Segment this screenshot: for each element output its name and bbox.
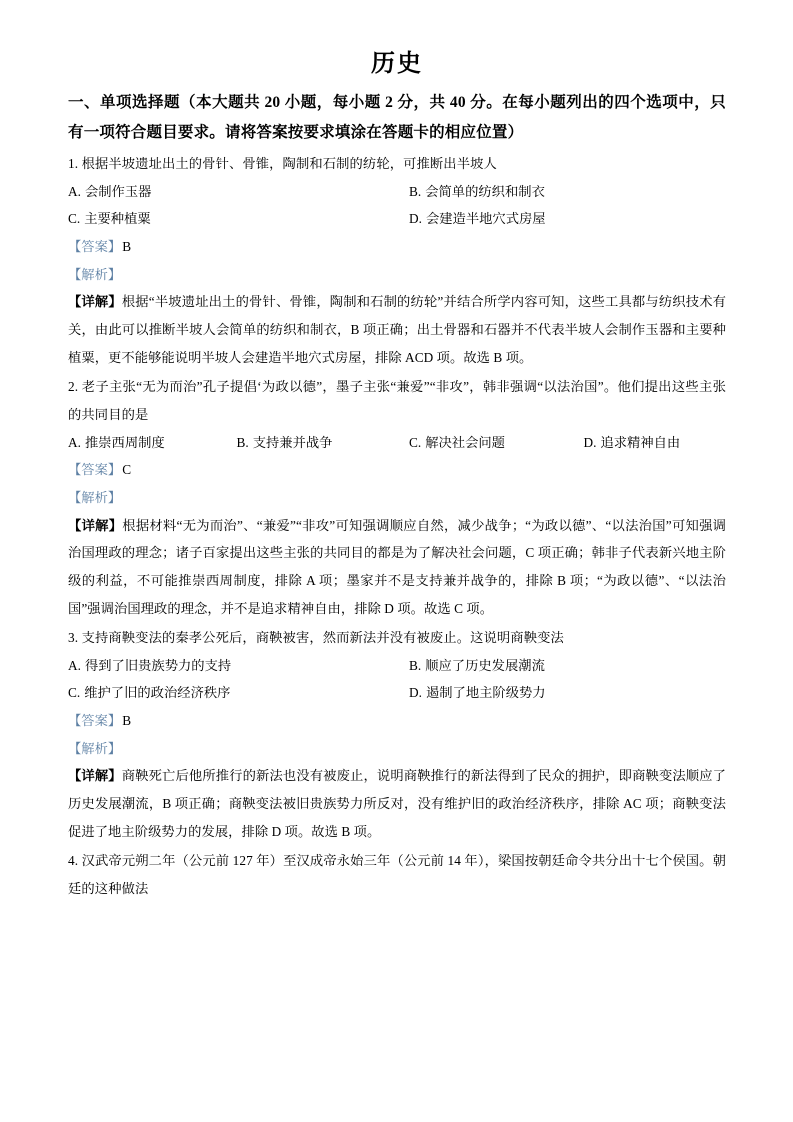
analysis-line [68, 735, 726, 763]
question-stem: 3. 支持商鞅变法的秦孝公死后，商鞅被害，然而新法并没有被废止。这说明商鞅变法 [68, 630, 564, 646]
option-letter: D. [583, 434, 597, 450]
question-stem: 1. 根据半坡遗址出土的骨针、骨锥，陶制和石制的纺轮，可推断出半坡人 [68, 156, 497, 171]
option-letter: C. [68, 685, 81, 701]
analysis-label: 【解析】 [68, 489, 122, 505]
option-row [68, 178, 726, 206]
option-a[interactable] [68, 652, 397, 680]
answer-label: 【答案】 [68, 238, 122, 254]
option-b[interactable] [397, 652, 726, 680]
answer-line [68, 233, 726, 261]
option-letter: A. [68, 434, 81, 450]
question-stem: 4. 汉武帝元朔二年（公元前 127 年）至汉成帝永始三年（公元前 14 年），梁国按朝廷命令共分出十七个侯国。朝廷的这种做法 [68, 853, 726, 897]
option-text: 推崇西周制度 [84, 434, 165, 450]
analysis-line [68, 484, 726, 512]
answer-value: B [122, 238, 132, 254]
option-b[interactable] [233, 429, 398, 457]
option-letter: A. [68, 657, 81, 673]
question-block [68, 148, 726, 371]
option-letter: C. [68, 211, 81, 227]
analysis-label: 【解析】 [68, 740, 122, 756]
question-block [68, 845, 726, 902]
option-text: 追求精神自由 [600, 434, 681, 450]
detail-label: 【详解】 [68, 768, 122, 784]
option-text: 遏制了地主阶级势力 [425, 685, 546, 701]
detail-text: 商鞅死亡后他所推行的新法也没有被废止，说明商鞅推行的新法得到了民众的拥护，即商鞅变法顺应了历史发展潮流，B 项正确；商鞅变法被旧贵族势力所反对，没有维护旧的政治经济秩序，排除 AC 项；商鞅变法促进了地主阶级势力的发展，排除 D 项。故选 B 项。 [68, 768, 727, 839]
option-c[interactable] [68, 205, 397, 233]
analysis-line [68, 261, 726, 289]
answer-value: B [122, 713, 132, 729]
option-a[interactable] [68, 429, 233, 457]
explanation-paragraph [68, 512, 726, 623]
detail-text: 根据材料“无为而治”、“兼爱”“非攻”可知强调顺应自然，减少战争；“为政以德”、“以法治国”可知强调治国理政的理念；诸子百家提出这些主张的共同目的都是为了解决社会问题，C 项正确；韩非子代表新兴地主阶级的利益，不可能推崇西周制度，排除 A 项；墨家并不是支持兼并战争的，排除 B 项；“为政以德”、“以法治国”强调治国理政的理念，并不是追求精神自由，排除 D 项。故选 C 项。 [68, 517, 726, 616]
section-heading: 一、单项选择题（本大题共 20 小题，每小题 2 分，共 40 分。在每小题列出的四个选项中，只有一项符合题目要求。请将答案按要求填涂在答题卡的相应位置） [68, 94, 726, 142]
option-letter: B. [409, 657, 422, 673]
explanation-paragraph [68, 762, 726, 845]
analysis-label: 【解析】 [68, 266, 122, 282]
option-d[interactable] [397, 205, 726, 233]
option-text: 会简单的纺织和制衣 [425, 183, 545, 199]
option-letter: B. [409, 183, 422, 199]
detail-label: 【详解】 [68, 294, 122, 310]
option-c[interactable] [68, 679, 397, 707]
option-text: 会建造半地穴式房屋 [425, 211, 546, 227]
option-letter: C. [409, 434, 422, 450]
option-text: 维护了旧的政治经济秩序 [84, 685, 231, 701]
question-block [68, 371, 726, 622]
answer-value: C [122, 462, 132, 478]
question-stem: 2. 老子主张“无为而治”孔子提倡‘为政以德”，墨子主张“兼爱”“非攻”，韩非强调“以法治国”。他们提出这些主张的共同目的是 [68, 379, 726, 422]
option-text: 主要种植粟 [84, 211, 151, 227]
option-letter: B. [236, 434, 249, 450]
page-title: 历史 [371, 51, 423, 77]
option-c[interactable] [397, 429, 562, 457]
question-block [68, 622, 726, 845]
option-text: 会制作玉器 [84, 183, 152, 199]
answer-label: 【答案】 [68, 462, 122, 478]
option-letter: D. [409, 685, 422, 701]
detail-label: 【详解】 [68, 517, 123, 533]
answer-line [68, 456, 726, 484]
option-d[interactable] [397, 679, 726, 707]
option-b[interactable] [397, 178, 726, 206]
option-row [68, 429, 726, 457]
option-text: 支持兼并战争 [252, 434, 333, 450]
answer-line [68, 707, 726, 735]
explanation-paragraph [68, 288, 726, 371]
option-text: 解决社会问题 [425, 434, 505, 450]
option-row [68, 679, 726, 707]
option-a[interactable] [68, 178, 397, 206]
answer-label: 【答案】 [68, 713, 122, 729]
option-d[interactable] [562, 429, 727, 457]
detail-text: 根据“半坡遗址出土的骨针、骨锥，陶制和石制的纺轮”并结合所学内容可知，这些工具都与纺织技术有关，由此可以推断半坡人会简单的纺织和制衣，B 项正确；出土骨器和石器并不代表半坡人会制作玉器和主要种植粟，更不能够能说明半坡人会建造半地穴式房屋，排除 ACD 项。故选 B 项。 [68, 294, 727, 365]
option-letter: A. [68, 183, 81, 199]
option-text: 顺应了历史发展潮流 [425, 657, 545, 673]
option-text: 得到了旧贵族势力的支持 [84, 657, 232, 673]
option-row [68, 652, 726, 680]
option-letter: D. [409, 211, 422, 227]
option-row [68, 205, 726, 233]
